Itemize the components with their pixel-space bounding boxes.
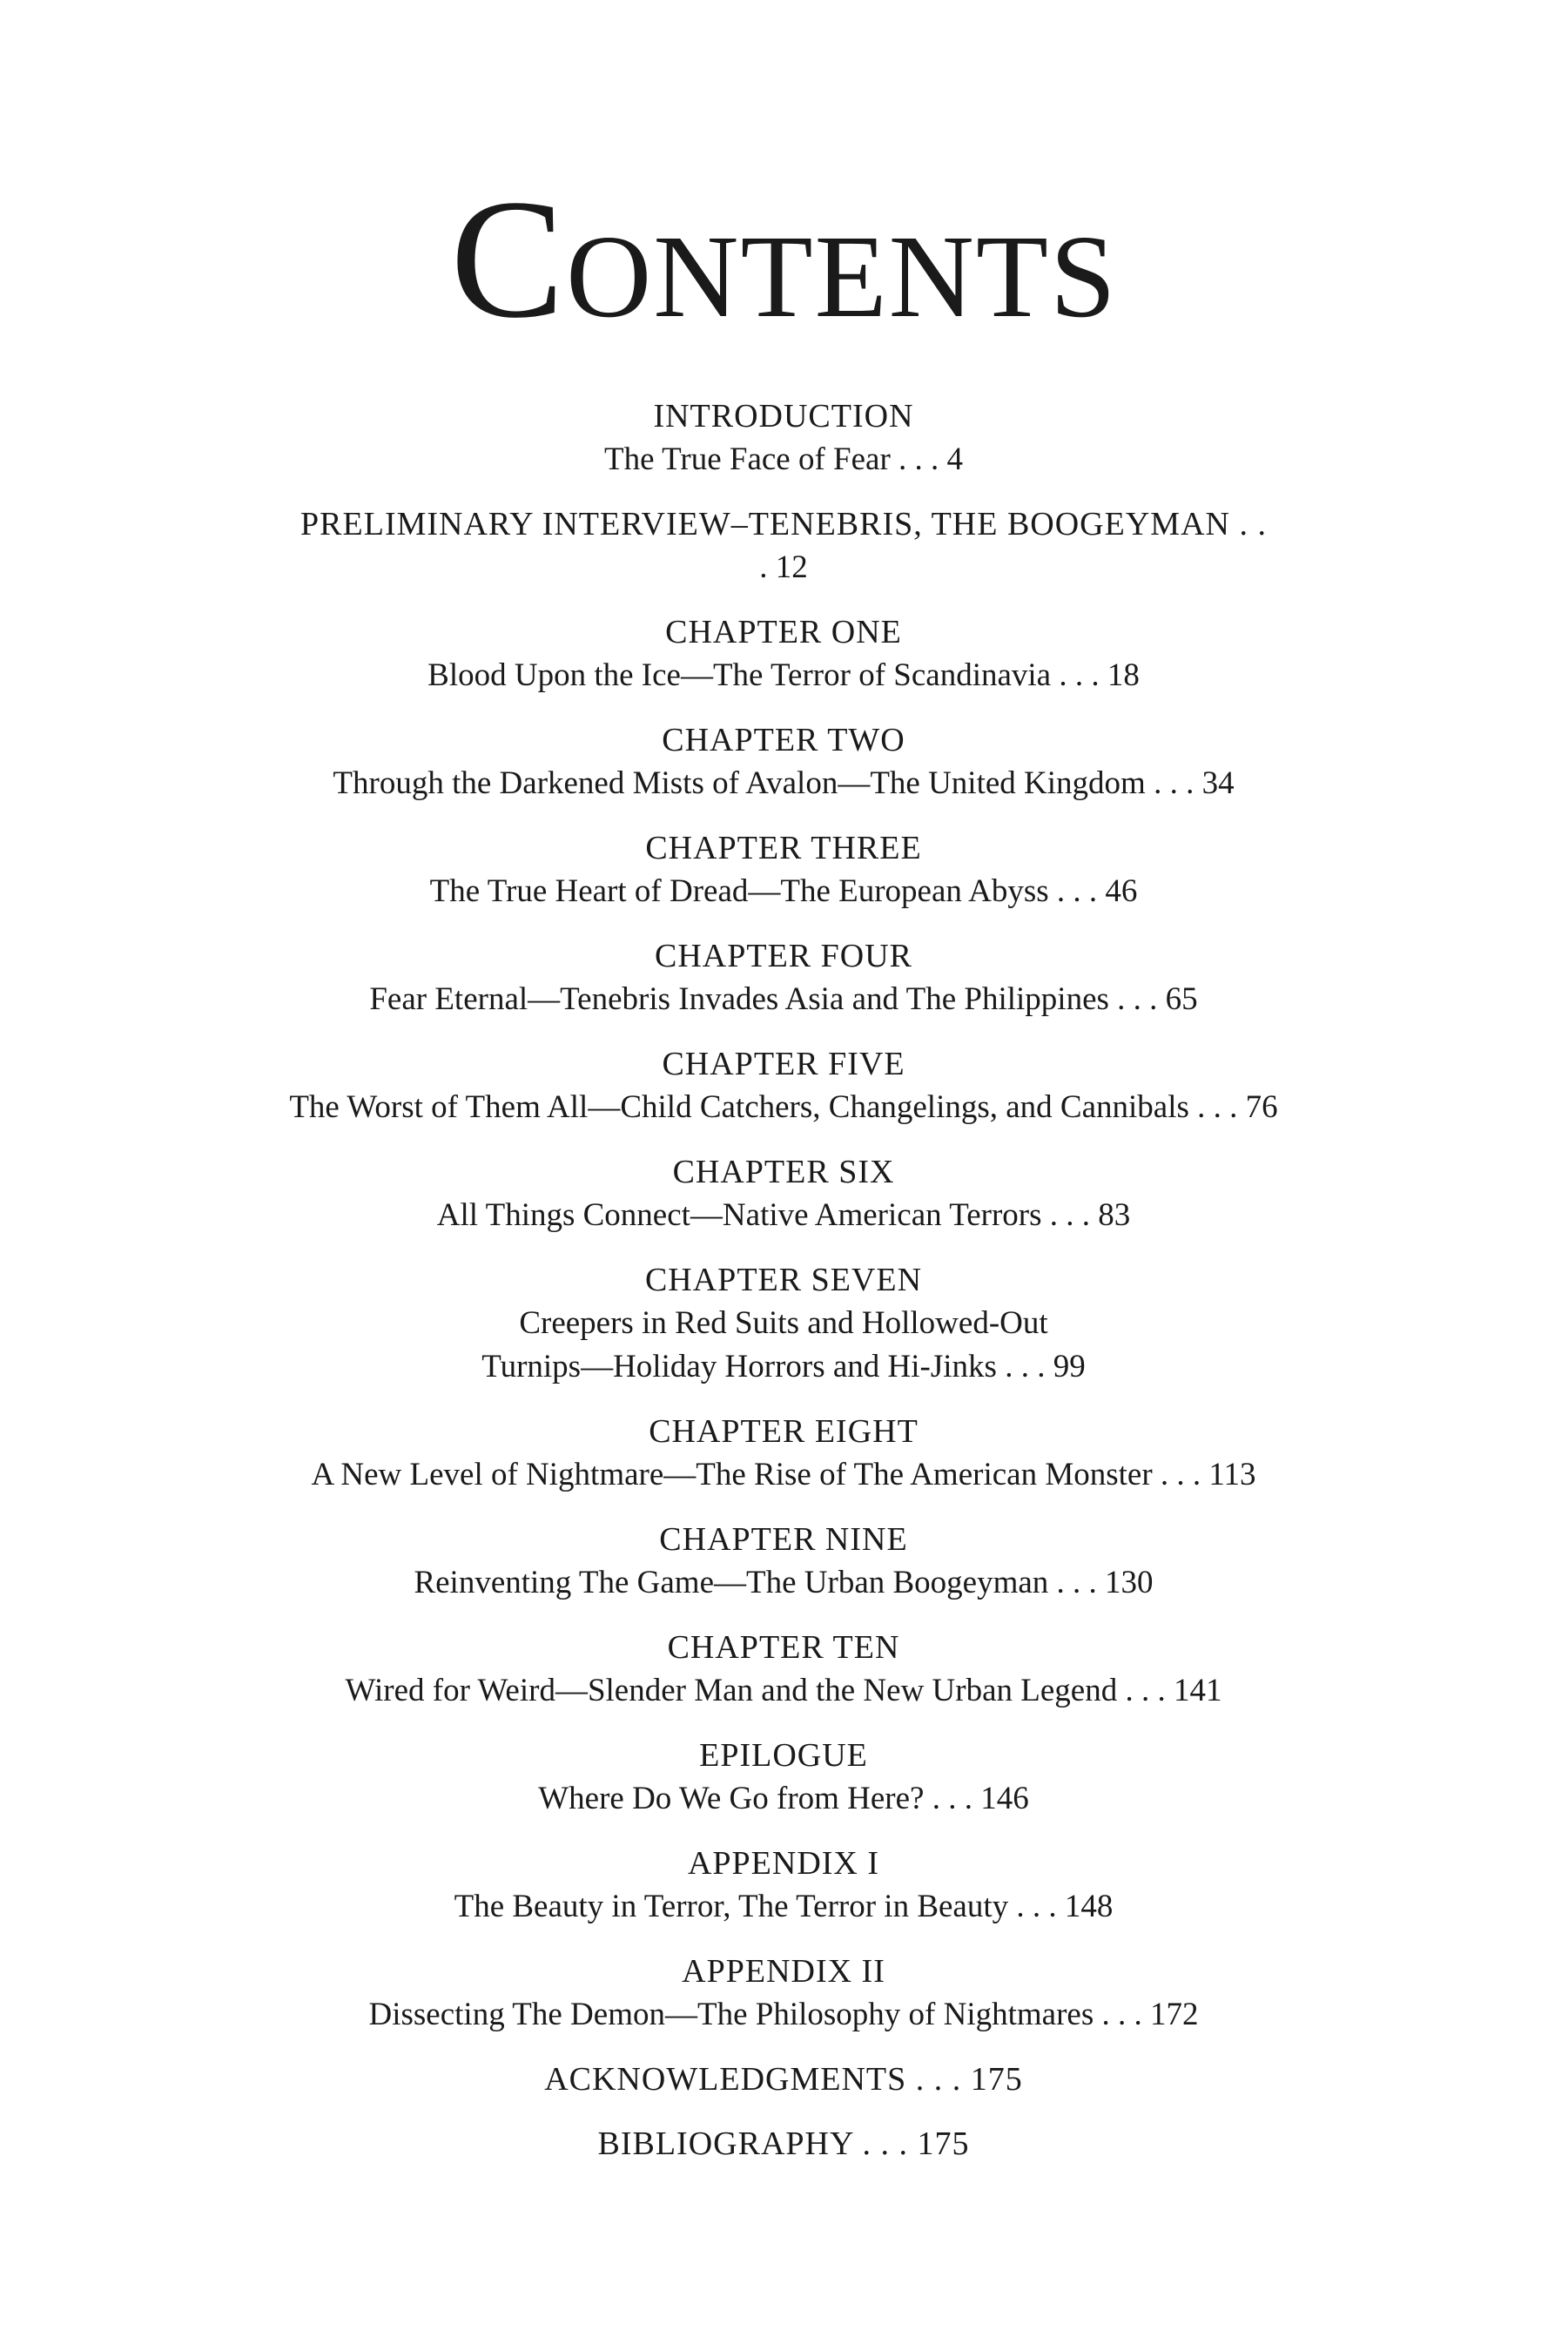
toc-subtitle: Fear Eternal—Tenebris Invades Asia and The Philippines . . . 65 [369,981,1198,1017]
toc-entry-introduction [131,394,1437,482]
toc-entry-chapter-eight [131,1410,1437,1497]
toc-entry-appendix-ii [131,1950,1437,2037]
toc-entry-chapter-six [131,1150,1437,1237]
page-title [0,165,1568,354]
toc-heading: CHAPTER TEN [667,1629,900,1666]
toc-heading: CHAPTER THREE [645,830,922,866]
toc-subtitle: Reinventing The Game—The Urban Boogeyman . . . 130 [414,1565,1154,1600]
toc-entry-chapter-ten [131,1626,1437,1713]
toc-heading: APPENDIX I [687,1845,880,1882]
toc-heading: CHAPTER ONE [665,614,902,650]
toc-entry-bibliography [131,2122,1437,2166]
page-title-initial: C [450,165,567,354]
toc-subtitle: A New Level of Nightmare—The Rise of The American Monster . . . 113 [311,1457,1256,1492]
toc-entry-chapter-seven [131,1258,1437,1389]
toc-subtitle: The True Heart of Dread—The European Abyss . . . 46 [429,873,1138,909]
toc-heading: CHAPTER SIX [672,1154,895,1190]
toc-subtitle: The Worst of Them All—Child Catchers, Changelings, and Cannibals . . . 76 [289,1089,1278,1125]
toc-entry-chapter-nine [131,1518,1437,1605]
toc-heading: CHAPTER EIGHT [649,1413,919,1450]
toc-entry-chapter-one [131,610,1437,697]
toc-heading: PRELIMINARY INTERVIEW–TENEBRIS, THE BOOGEYMAN . . [300,506,1267,542]
toc-subtitle: Blood Upon the Ice—The Terror of Scandinavia . . . 18 [427,657,1140,693]
table-of-contents [131,394,1437,2186]
toc-subtitle: . 12 [759,549,808,585]
page-title-rest: ONTENTS [566,212,1118,342]
toc-heading: BIBLIOGRAPHY . . . 175 [597,2125,970,2162]
toc-heading: CHAPTER FOUR [655,938,912,974]
toc-subtitle: The Beauty in Terror, The Terror in Beauty . . . 148 [454,1889,1114,1924]
toc-entry-acknowledgments [131,2058,1437,2101]
toc-entry-chapter-three [131,826,1437,913]
toc-subtitle: The True Face of Fear . . . 4 [603,441,964,477]
toc-heading: APPENDIX II [682,1953,885,1990]
toc-subtitle: All Things Connect—Native American Terrors . . . 83 [436,1197,1131,1233]
toc-heading: EPILOGUE [699,1737,868,1774]
toc-subtitle: Through the Darkened Mists of Avalon—The United Kingdom . . . 34 [333,765,1235,801]
toc-entry-preliminary-interview [131,502,1437,589]
toc-entry-chapter-four [131,934,1437,1021]
toc-subtitle: Wired for Weird—Slender Man and the New Urban Legend . . . 141 [345,1673,1222,1708]
toc-subtitle: Creepers in Red Suits and Hollowed-Out [519,1305,1048,1341]
toc-entry-chapter-five [131,1042,1437,1129]
toc-heading: ACKNOWLEDGMENTS . . . 175 [544,2061,1023,2098]
toc-subtitle: Dissecting The Demon—The Philosophy of Nightmares . . . 172 [368,1997,1199,2032]
toc-subtitle: Where Do We Go from Here? . . . 146 [538,1781,1029,1816]
toc-entry-appendix-i [131,1842,1437,1929]
toc-entry-epilogue [131,1734,1437,1821]
toc-subtitle-continued: Turnips—Holiday Horrors and Hi-Jinks . . . 99 [481,1349,1086,1384]
toc-heading: INTRODUCTION [653,398,914,434]
toc-heading: CHAPTER FIVE [662,1046,905,1082]
toc-heading: CHAPTER SEVEN [644,1262,923,1298]
toc-heading: CHAPTER NINE [659,1521,908,1558]
toc-entry-chapter-two [131,718,1437,805]
toc-heading: CHAPTER TWO [662,722,905,758]
